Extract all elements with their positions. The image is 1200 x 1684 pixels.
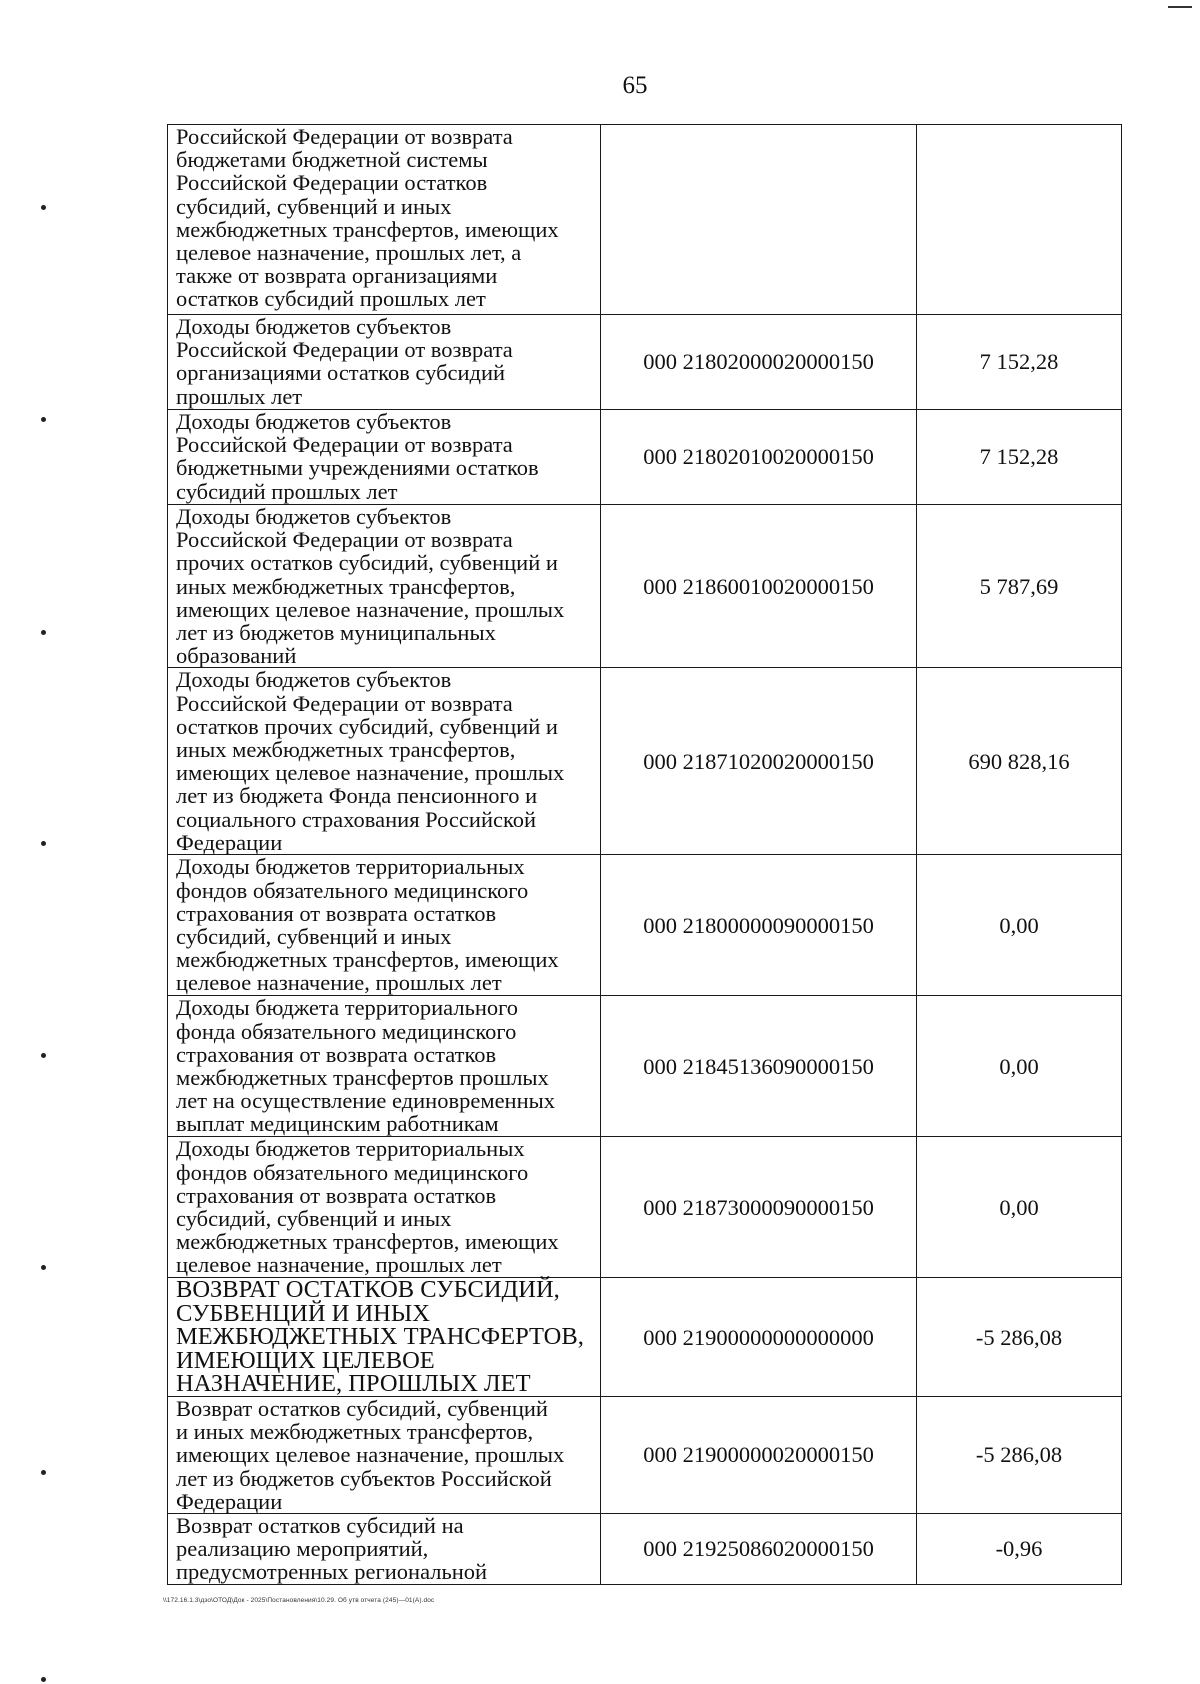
row-description-cell: [168, 855, 601, 996]
row-amount: 690 828,16: [917, 668, 1122, 855]
margin-dot: [41, 841, 46, 846]
row-description: Доходы бюджетов субъектов Российской Федерации от возврата организациями остатков субсидий прошлых лет: [176, 314, 513, 409]
row-amount: -5 286,08: [917, 1278, 1122, 1397]
footer-file-path: \\172.16.1.3\дзо\ОТОД\Док - 2025\Постановления\10.29. Об утв отчета (245)—01(А).doc: [163, 1597, 435, 1604]
left-margin-marks: [41, 0, 49, 1684]
table-row: [168, 855, 1122, 996]
row-description-cell: [168, 1137, 601, 1278]
page-number: 65: [622, 72, 648, 99]
table-row: [168, 410, 1122, 505]
row-budget-code: 000 21900000000000000: [601, 1278, 917, 1397]
revenue-table: [167, 124, 1122, 1585]
row-amount: [917, 125, 1122, 315]
row-description-cell: [168, 1396, 601, 1513]
row-amount: 7 152,28: [917, 410, 1122, 505]
margin-dot: [41, 205, 46, 210]
table-row: [168, 315, 1122, 410]
revenue-table-body: [168, 125, 1122, 1585]
row-amount: 5 787,69: [917, 505, 1122, 668]
row-amount: 0,00: [917, 996, 1122, 1137]
row-amount: -5 286,08: [917, 1396, 1122, 1513]
row-description-cell: [168, 996, 601, 1137]
table-row: [168, 1396, 1122, 1513]
row-description-cell: [168, 668, 601, 855]
row-budget-code: 000 21860010020000150: [601, 505, 917, 668]
row-amount: 0,00: [917, 1137, 1122, 1278]
row-budget-code: 000 21900000020000150: [601, 1396, 917, 1513]
margin-dot: [41, 630, 46, 635]
row-description: Доходы бюджетов субъектов Российской Федерации от возврата остатков прочих субсидий, субвенций и иных межбюджетных трансфертов, имеющих целевое назначение, прошлых лет из бюджета Фонда пенсионного и социального страхования Российской Федерации: [176, 667, 565, 855]
corner-scan-mark: [1168, 6, 1192, 8]
row-budget-code: 000 21871020020000150: [601, 668, 917, 855]
row-budget-code: 000 21845136090000150: [601, 996, 917, 1137]
row-description: ВОЗВРАТ ОСТАТКОВ СУБСИДИЙ, СУБВЕНЦИЙ И ИНЫХ МЕЖБЮДЖЕТНЫХ ТРАНСФЕРТОВ, ИМЕЮЩИХ ЦЕЛЕВОЕ НАЗНАЧЕНИЕ, ПРОШЛЫХ ЛЕТ: [176, 1276, 584, 1398]
margin-dot: [41, 1677, 46, 1682]
row-description-cell: [168, 1513, 601, 1584]
row-description-cell: [168, 125, 601, 315]
table-row: [168, 1137, 1122, 1278]
margin-dot: [41, 417, 46, 422]
row-description: Российской Федерации от возврата бюджетами бюджетной системы Российской Федерации остатков субсидий, субвенций и иных межбюджетных трансфертов, имеющих целевое назначение, прошлых лет, а также от возврата организациями остатков субсидий прошлых лет: [176, 124, 559, 312]
row-budget-code: 000 21925086020000150: [601, 1513, 917, 1584]
row-budget-code: 000 21802000020000150: [601, 315, 917, 410]
row-budget-code: 000 21873000090000150: [601, 1137, 917, 1278]
row-amount: 0,00: [917, 855, 1122, 996]
row-budget-code: 000 21800000090000150: [601, 855, 917, 996]
row-description-cell: [168, 315, 601, 410]
row-description-cell: [168, 1278, 601, 1397]
row-budget-code: 000 21802010020000150: [601, 410, 917, 505]
row-description-cell: [168, 505, 601, 668]
row-description: Возврат остатков субсидий на реализацию мероприятий, предусмотренных региональной: [176, 1512, 488, 1585]
table-row: [168, 996, 1122, 1137]
row-description-cell: [168, 410, 601, 505]
row-description: Доходы бюджетов субъектов Российской Федерации от возврата прочих остатков субсидий, субвенций и иных межбюджетных трансфертов, имеющих целевое назначение, прошлых лет из бюджетов муниципальных образований: [176, 504, 565, 669]
margin-dot: [41, 1470, 46, 1475]
row-description: Доходы бюджетов территориальных фондов обязательного медицинского страхования от возврата остатков субсидий, субвенций и иных межбюджетных трансфертов, имеющих целевое назначение, прошлых лет: [176, 854, 559, 996]
row-budget-code: [601, 125, 917, 315]
row-description: Доходы бюджета территориального фонда обязательного медицинского страхования от возврата остатков межбюджетных трансфертов прошлых лет на осуществление единовременных выплат медицинским работникам: [176, 995, 556, 1137]
table-row: [168, 1278, 1122, 1397]
row-description: Возврат остатков субсидий, субвенций и иных межбюджетных трансфертов, имеющих целевое назначение, прошлых лет из бюджетов субъектов Российской Федерации: [176, 1395, 565, 1514]
table-row: [168, 668, 1122, 855]
row-description: Доходы бюджетов субъектов Российской Федерации от возврата бюджетными учреждениями остатков субсидий прошлых лет: [176, 409, 539, 504]
table-row: [168, 505, 1122, 668]
margin-dot: [41, 1053, 46, 1058]
table-row: [168, 1513, 1122, 1584]
table-row: [168, 125, 1122, 315]
row-description: Доходы бюджетов территориальных фондов обязательного медицинского страхования от возврата остатков субсидий, субвенций и иных межбюджетных трансфертов, имеющих целевое назначение, прошлых лет: [176, 1136, 559, 1278]
row-amount: 7 152,28: [917, 315, 1122, 410]
margin-dot: [41, 1265, 46, 1270]
row-amount: -0,96: [917, 1513, 1122, 1584]
